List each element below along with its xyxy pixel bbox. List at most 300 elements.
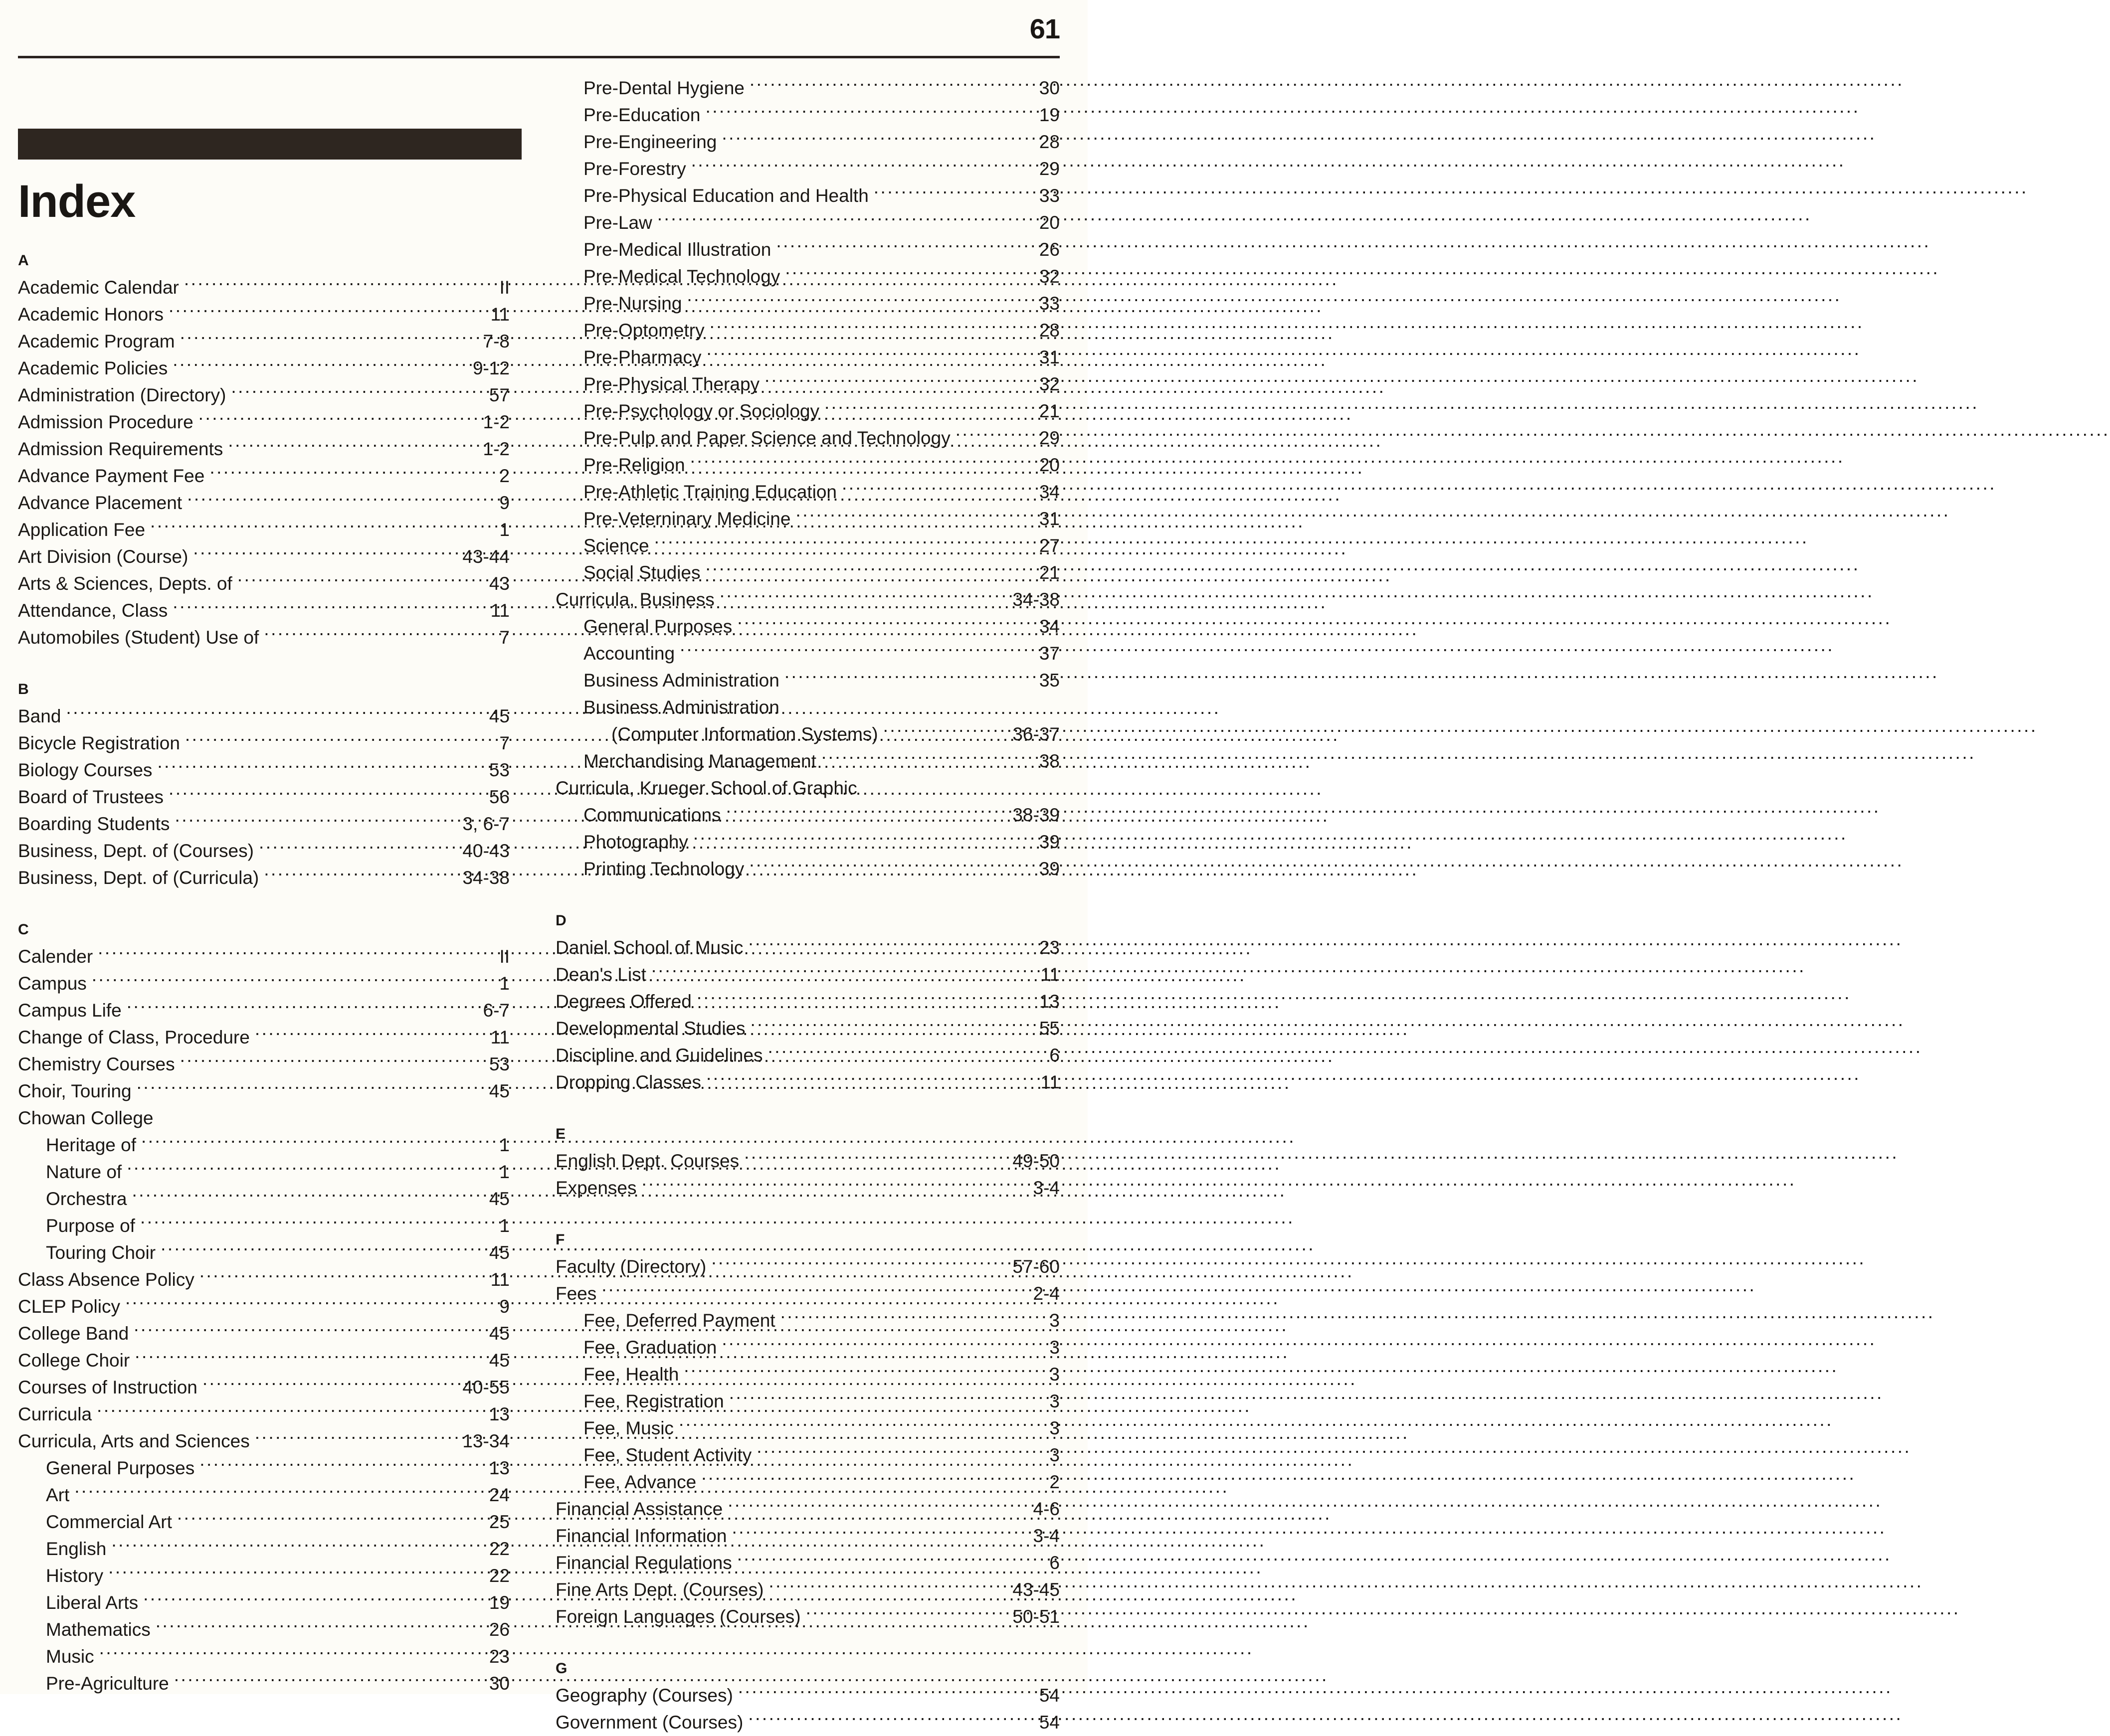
index-entry-page-number: 6-7 xyxy=(483,1000,510,1021)
dot-leader xyxy=(140,1215,496,1232)
dot-leader xyxy=(199,1457,486,1474)
index-entry-label-commercial-art: Commercial Art xyxy=(46,1512,172,1532)
index-entry-label-government-courses: Government (Courses) xyxy=(556,1712,744,1733)
index-entry xyxy=(556,1709,1060,1736)
index-entry-page-number: 9 xyxy=(499,1296,510,1317)
index-entry-page-number: 45 xyxy=(489,706,510,726)
index-entry-label-financial-assistance: Financial Assistance xyxy=(556,1499,723,1519)
dot-leader xyxy=(728,1498,1030,1515)
index-entry-label-campus: Campus xyxy=(18,973,87,994)
index-entry-page-number: 37 xyxy=(1039,643,1060,664)
index-title-block xyxy=(18,129,510,227)
index-entry-page-number: 3 xyxy=(1049,1445,1060,1465)
index-entry-label-business-administration: Business Administration xyxy=(583,670,779,691)
letter-heading-c: C xyxy=(18,921,29,938)
index-entry-label-pre-medical-illustration: Pre-Medical Illustration xyxy=(583,239,771,260)
letter-heading-b: B xyxy=(18,681,29,697)
index-entry-label-financial-information: Financial Information xyxy=(556,1526,727,1546)
index-entry-label-orchestra: Orchestra xyxy=(46,1189,127,1209)
dot-leader xyxy=(711,1256,1009,1273)
index-entry-page-number: 1 xyxy=(499,973,510,994)
dot-leader xyxy=(185,732,497,749)
index-entry-page-number: 45 xyxy=(489,1350,510,1371)
index-entry-page-number: 9 xyxy=(499,493,510,513)
index-entry-page-number: 22 xyxy=(489,1565,510,1586)
index-entry-label-curricula-krueger-school-of-graphic: Curricula, Krueger School of Graphic xyxy=(556,778,857,798)
index-entry-page-number: 23 xyxy=(1039,937,1060,958)
index-entry-label-daniel-school-of-music: Daniel School of Music xyxy=(556,937,744,958)
index-entry-label-band: Band xyxy=(18,706,61,726)
title-decoration-bar xyxy=(18,129,522,160)
index-entry-page-number: 2-4 xyxy=(1033,1283,1060,1304)
index-entry-page-number: 30 xyxy=(489,1673,510,1694)
dot-leader xyxy=(98,946,496,963)
dot-leader xyxy=(697,991,1036,1008)
index-entry-page-number: 45 xyxy=(489,1189,510,1209)
index-entry-page-number: 11 xyxy=(490,304,510,325)
index-entry-label-english: English xyxy=(46,1539,107,1559)
index-entry-page-number: 22 xyxy=(489,1539,510,1559)
index-entry-page-number: 28 xyxy=(1039,132,1060,152)
dot-leader xyxy=(127,1161,496,1178)
index-entry-page-number: 1 xyxy=(499,520,510,540)
index-entry-label-discipline-and-guidelines: Discipline and Guidelines xyxy=(556,1045,763,1065)
index-entry-page-number: 3 xyxy=(1049,1310,1060,1331)
index-entry-label-pre-nursing: Pre-Nursing xyxy=(583,293,682,314)
letter-heading-f: F xyxy=(556,1231,565,1248)
dot-leader xyxy=(750,77,1036,94)
index-entry-page-number: II xyxy=(499,946,510,967)
dot-leader xyxy=(691,158,1036,175)
dot-leader xyxy=(169,304,488,321)
index-entry-page-number: 29 xyxy=(1039,428,1060,448)
index-entry-label-purpose-of: Purpose of xyxy=(46,1215,135,1236)
index-entry-page-number: 57-60 xyxy=(1012,1256,1060,1277)
dot-leader xyxy=(738,1685,1036,1702)
dot-leader xyxy=(657,212,1036,229)
dot-leader xyxy=(66,705,486,722)
index-entry-page-number: 3-4 xyxy=(1033,1526,1060,1546)
dot-leader xyxy=(706,1071,1038,1088)
index-entry-label-history: History xyxy=(46,1565,104,1586)
dot-leader xyxy=(842,481,1036,498)
dot-leader xyxy=(729,1390,1047,1407)
index-entry-label-campus-life: Campus Life xyxy=(18,1000,122,1021)
index-entry-label-curricula-arts-and-sciences: Curricula, Arts and Sciences xyxy=(18,1431,250,1451)
dot-leader xyxy=(127,1000,480,1017)
index-entry-label-foreign-languages-courses: Foreign Languages (Courses) xyxy=(556,1606,801,1627)
index-entry-page-number: 31 xyxy=(1039,347,1060,367)
index-entry xyxy=(18,865,510,891)
dot-leader xyxy=(749,858,1036,875)
letter-heading-e: E xyxy=(556,1126,566,1142)
index-entry-label-pre-physical-education-and-health: Pre-Physical Education and Health xyxy=(583,185,869,206)
index-entry-page-number: 45 xyxy=(489,1323,510,1344)
index-entry-label-fee-advance: Fee, Advance xyxy=(583,1472,697,1492)
index-entry-label-degrees-offered: Degrees Offered xyxy=(556,991,692,1012)
index-entry-label-geography-courses: Geography (Courses) xyxy=(556,1685,733,1706)
dot-leader xyxy=(255,1430,460,1447)
index-entry-label-arts-sciences-depts-of: Arts & Sciences, Depts. of xyxy=(18,573,232,594)
dot-leader xyxy=(722,1337,1046,1354)
index-entry-page-number: 21 xyxy=(1039,562,1060,583)
index-entry-label-faculty-directory: Faculty (Directory) xyxy=(556,1256,707,1277)
dot-leader xyxy=(209,465,496,482)
index-entry-page-number: 53 xyxy=(489,760,510,780)
index-entry-label-fee-deferred-payment: Fee, Deferred Payment xyxy=(583,1310,775,1331)
index-entry-label-calender: Calender xyxy=(18,946,93,967)
index-entry-label-admission-requirements: Admission Requirements xyxy=(18,439,223,459)
index-entry-label-nature-of: Nature of xyxy=(46,1162,122,1182)
index-entry-page-number: 35 xyxy=(1039,670,1060,691)
page-number: 61 xyxy=(1029,13,1060,44)
dot-leader xyxy=(720,589,1010,606)
dot-leader xyxy=(737,616,1036,633)
dot-leader xyxy=(228,438,480,455)
index-entry-page-number: 43-44 xyxy=(462,546,510,567)
dot-leader xyxy=(135,1350,486,1367)
dot-leader xyxy=(97,1403,486,1420)
dot-leader xyxy=(780,1310,1047,1327)
dot-leader xyxy=(737,1552,1047,1569)
index-entry-label-business-dept-of-curricula: Business, Dept. of (Curricula) xyxy=(18,868,259,888)
index-entry xyxy=(18,1670,510,1697)
index-entry-page-number: 1-2 xyxy=(483,412,510,432)
dot-leader xyxy=(174,1673,486,1690)
index-entry-label-college-band: College Band xyxy=(18,1323,129,1344)
index-entry-page-number: 49-50 xyxy=(1012,1151,1060,1171)
index-entry-label-academic-honors: Academic Honors xyxy=(18,304,164,325)
index-entry-label-financial-regulations: Financial Regulations xyxy=(556,1553,732,1573)
index-entry-page-number: 1 xyxy=(499,1135,510,1155)
index-entry-label-pre-veterninary-medicine: Pre-Veterninary Medicine xyxy=(583,509,791,529)
dot-leader xyxy=(202,1377,459,1393)
index-entry-label-pre-psychology-or-sociology: Pre-Psychology or Sociology xyxy=(583,401,819,421)
index-entry-label-boarding-students: Boarding Students xyxy=(18,814,170,834)
index-entry-page-number: 19 xyxy=(489,1592,510,1613)
index-entry-label-pre-medical-technology: Pre-Medical Technology xyxy=(583,266,780,287)
index-entry-label-photography: Photography xyxy=(583,832,688,852)
index-entry-label-mathematics: Mathematics xyxy=(46,1619,151,1640)
dot-leader xyxy=(264,867,459,884)
index-entry-label-application-fee: Application Fee xyxy=(18,520,146,540)
index-entry-label-art: Art xyxy=(46,1485,70,1505)
dot-leader xyxy=(157,759,486,776)
dot-leader xyxy=(776,239,1036,256)
dot-leader xyxy=(175,813,459,830)
index-entry-page-number: 39 xyxy=(1039,859,1060,879)
dot-leader xyxy=(732,1525,1030,1542)
dot-leader xyxy=(125,1296,496,1313)
index-entry-label-automobiles-student-use-of: Automobiles (Student) Use of xyxy=(18,627,259,648)
index-entry-page-number: 1-2 xyxy=(483,439,510,459)
dot-leader xyxy=(255,1027,488,1043)
dot-leader xyxy=(710,320,1036,337)
header-rule xyxy=(18,56,1060,58)
index-entry-label-pre-pharmacy: Pre-Pharmacy xyxy=(583,347,702,367)
index-entry-label-accounting: Accounting xyxy=(583,643,675,664)
dot-leader xyxy=(785,266,1036,283)
index-entry-page-number: 13-34 xyxy=(462,1431,510,1451)
dot-leader xyxy=(143,1592,486,1609)
index-entry-label-pre-physical-therapy: Pre-Physical Therapy xyxy=(583,374,760,394)
index-entry-page-number: 13 xyxy=(489,1404,510,1424)
dot-leader xyxy=(187,492,496,509)
index-entry-page-number: 32 xyxy=(1039,266,1060,287)
index-entry-page-number: 50-51 xyxy=(1012,1606,1060,1627)
index-entry-page-number: 30 xyxy=(1039,78,1060,98)
index-entry-page-number: 32 xyxy=(1039,374,1060,394)
index-entry-label-general-purposes: General Purposes xyxy=(46,1458,195,1478)
dot-leader xyxy=(231,384,486,401)
index-entry-page-number: 7 xyxy=(499,627,510,648)
dot-leader xyxy=(744,1150,1009,1167)
dot-leader xyxy=(748,937,1036,954)
index-entry-label-science: Science xyxy=(583,535,649,556)
dot-leader xyxy=(726,804,1010,821)
index-entry-label-pre-pulp-and-paper-science-and-technology: Pre-Pulp and Paper Science and Technology xyxy=(583,428,951,448)
dot-leader xyxy=(748,1712,1036,1729)
index-entry-page-number: 45 xyxy=(489,1081,510,1101)
index-entry-label-pre-religion: Pre-Religion xyxy=(583,455,685,475)
dot-leader xyxy=(92,973,497,990)
dot-leader xyxy=(601,1283,1030,1300)
index-entry-page-number: 55 xyxy=(1039,1018,1060,1039)
index-entry-label-pre-dental-hygiene: Pre-Dental Hygiene xyxy=(583,78,745,98)
index-entry-label-merchandising-management: Merchandising Management xyxy=(583,751,816,771)
dot-leader xyxy=(137,1080,486,1097)
index-entry-label-clep-policy: CLEP Policy xyxy=(18,1296,120,1317)
dot-leader xyxy=(198,411,480,428)
index-entry-page-number: 57 xyxy=(489,385,510,405)
index-entry-label-fee-health: Fee, Health xyxy=(583,1364,679,1385)
dot-leader xyxy=(169,786,486,803)
index-entry-page-number: 53 xyxy=(489,1054,510,1074)
dot-leader xyxy=(134,1323,486,1340)
index-entry-page-number: 34-38 xyxy=(462,868,510,888)
index-entry-label-fees: Fees xyxy=(556,1283,597,1304)
index-entry-page-number: 3-4 xyxy=(1033,1178,1060,1198)
index-entry-page-number: 3, 6-7 xyxy=(462,814,510,834)
dot-leader xyxy=(173,357,470,374)
dot-leader xyxy=(705,104,1036,121)
index-entry-label-business-dept-of-courses: Business, Dept. of (Courses) xyxy=(18,841,254,861)
dot-leader xyxy=(680,643,1036,660)
index-entry-label-fee-student-activity: Fee, Student Activity xyxy=(583,1445,752,1465)
index-entry-page-number: 54 xyxy=(1039,1685,1060,1706)
index-entry-page-number: 29 xyxy=(1039,159,1060,179)
index-entry-page-number: 2 xyxy=(1049,1472,1060,1492)
index-entry-label-bicycle-registration: Bicycle Registration xyxy=(18,733,180,753)
index-entry-page-number: 11 xyxy=(1040,1072,1060,1092)
dot-leader xyxy=(757,1444,1046,1461)
index-entry-page-number: 3 xyxy=(1049,1364,1060,1385)
index-entry-label-dean-s-list: Dean's List xyxy=(556,964,646,985)
dot-leader xyxy=(74,1484,486,1501)
dot-leader xyxy=(132,1188,486,1205)
index-entry-label-biology-courses: Biology Courses xyxy=(18,760,153,780)
dot-leader xyxy=(701,1471,1046,1488)
dot-leader xyxy=(264,627,496,644)
index-entry-label-dropping-classes: Dropping Classes xyxy=(556,1072,702,1092)
index-entry-label-pre-law: Pre-Law xyxy=(583,212,652,233)
index-entry-label-academic-policies: Academic Policies xyxy=(18,358,168,378)
index-entry-page-number: 19 xyxy=(1039,105,1060,125)
dot-leader xyxy=(180,1053,486,1070)
index-entry-label-college-choir: College Choir xyxy=(18,1350,130,1371)
index-entry-label-administration-directory: Administration (Directory) xyxy=(18,385,226,405)
dot-leader xyxy=(768,1579,1009,1596)
index-entry-page-number: 21 xyxy=(1039,401,1060,421)
index-entry-page-number: 11 xyxy=(1040,964,1060,985)
index-entry-page-number: 34-38 xyxy=(1012,589,1060,610)
dot-leader xyxy=(693,831,1036,848)
index-entry-label-courses-of-instruction: Courses of Instruction xyxy=(18,1377,197,1397)
index-entry xyxy=(18,1078,510,1105)
index-entry-page-number: 31 xyxy=(1039,509,1060,529)
letter-heading-d: D xyxy=(556,912,567,929)
dot-leader xyxy=(642,1177,1030,1194)
index-entry-label-curricula: Curricula xyxy=(18,1404,92,1424)
index-entry-page-number: 40-55 xyxy=(462,1377,510,1397)
dot-leader xyxy=(706,347,1036,363)
index-entry-page-number: 45 xyxy=(489,1242,510,1263)
index-entry-page-number: 34 xyxy=(1039,616,1060,637)
index-entry-label-touring-choir: Touring Choir xyxy=(46,1242,156,1263)
dot-leader xyxy=(259,840,459,857)
index-entry-label-music: Music xyxy=(46,1646,94,1667)
index-entry-page-number: 24 xyxy=(489,1485,510,1505)
letter-heading-a: A xyxy=(18,252,29,269)
index-entry-label-academic-program: Academic Program xyxy=(18,331,175,351)
index-entry-page-number: 23 xyxy=(489,1646,510,1667)
index-entry-label-communications: Communications xyxy=(583,805,721,825)
index-entry-page-number: 40-43 xyxy=(462,841,510,861)
index-entry-page-number: 34 xyxy=(1039,482,1060,502)
dot-leader xyxy=(806,1606,1010,1623)
index-entry-label-chowan-college: Chowan College xyxy=(18,1108,154,1128)
index-entry-page-number: 2 xyxy=(499,466,510,486)
dot-leader xyxy=(651,964,1038,981)
index-entry-page-number: 7 xyxy=(499,733,510,753)
index-entry-label-academic-calendar: Academic Calendar xyxy=(18,277,179,298)
index-entry-page-number: 20 xyxy=(1039,455,1060,475)
index-entry-label-advance-placement: Advance Placement xyxy=(18,493,183,513)
index-entry-page-number: 11 xyxy=(490,600,510,621)
index-entry-page-number: 33 xyxy=(1039,293,1060,314)
index-entry-label-pre-agriculture: Pre-Agriculture xyxy=(46,1673,169,1694)
index-entry-label-fee-registration: Fee, Registration xyxy=(583,1391,724,1411)
index-column-left xyxy=(0,75,544,1736)
index-entry-page-number: 26 xyxy=(489,1619,510,1640)
index-entry-label-board-of-trustees: Board of Trustees xyxy=(18,787,164,807)
dot-leader xyxy=(722,131,1036,148)
index-entry-label-business-administration: Business Administration xyxy=(583,697,779,717)
index-entry-page-number: 7-8 xyxy=(483,331,510,351)
index-entry-label-fine-arts-dept-courses: Fine Arts Dept. (Courses) xyxy=(556,1579,764,1600)
index-entry-label-computer-information-systems: (Computer Information Systems) xyxy=(611,724,878,744)
dot-leader xyxy=(141,1134,496,1151)
index-entry-page-number: 3 xyxy=(1049,1391,1060,1411)
letter-heading-g: G xyxy=(556,1660,568,1677)
dot-leader xyxy=(193,546,459,563)
index-entry-page-number: 3 xyxy=(1049,1337,1060,1358)
index-entry-page-number: 9-12 xyxy=(472,358,510,378)
index-entry-label-fee-graduation: Fee, Graduation xyxy=(583,1337,717,1358)
index-entry-page-number: 28 xyxy=(1039,320,1060,341)
index-entry-page-number: 11 xyxy=(490,1269,510,1290)
index-columns xyxy=(0,75,1088,1736)
dot-leader xyxy=(199,1269,488,1286)
index-entry-label-printing-technology: Printing Technology xyxy=(583,859,745,879)
index-entry-page-number: 43 xyxy=(489,573,510,594)
index-entry-label-attendance-class: Attendance, Class xyxy=(18,600,168,621)
index-entry xyxy=(18,624,510,651)
dot-leader xyxy=(690,454,1036,471)
index-entry-label-pre-engineering: Pre-Engineering xyxy=(583,132,717,152)
index-entry-label-advance-payment-fee: Advance Payment Fee xyxy=(18,466,205,486)
index-entry-page-number: 25 xyxy=(489,1512,510,1532)
dot-leader xyxy=(765,373,1036,390)
dot-leader xyxy=(111,1538,486,1555)
dot-leader xyxy=(99,1646,486,1663)
dot-leader xyxy=(956,427,1036,444)
dot-leader xyxy=(874,185,1036,202)
index-entry-label-expenses: Expenses xyxy=(556,1178,637,1198)
index-entry-label-pre-optometry: Pre-Optometry xyxy=(583,320,705,341)
index-entry-page-number: 13 xyxy=(1039,991,1060,1012)
index-entry-page-number: 3 xyxy=(1049,1418,1060,1438)
dot-leader xyxy=(784,670,1036,687)
index-entry-label-pre-forestry: Pre-Forestry xyxy=(583,159,686,179)
index-entry-page-number: 11 xyxy=(490,1027,510,1047)
index-entry-page-number: 56 xyxy=(489,787,510,807)
dot-leader xyxy=(161,1242,486,1259)
dot-leader xyxy=(156,1619,486,1636)
index-entry-label-change-of-class-procedure: Change of Class, Procedure xyxy=(18,1027,250,1047)
dot-leader xyxy=(824,400,1036,417)
index-entry-page-number: 20 xyxy=(1039,212,1060,233)
dot-leader xyxy=(684,1364,1046,1381)
index-entry-label-heritage-of: Heritage of xyxy=(46,1135,136,1155)
index-entry-label-admission-procedure: Admission Procedure xyxy=(18,412,193,432)
index-entry-page-number: 1 xyxy=(499,1162,510,1182)
index-entry-page-number: 4-6 xyxy=(1033,1499,1060,1519)
index-entry-page-number: 36-37 xyxy=(1012,724,1060,744)
index-entry-page-number: 6 xyxy=(1049,1045,1060,1065)
dot-leader xyxy=(705,562,1036,579)
dot-leader xyxy=(821,750,1036,767)
dot-leader xyxy=(150,519,496,536)
index-entry-label-pre-education: Pre-Education xyxy=(583,105,701,125)
index-entry-label-class-absence-policy: Class Absence Policy xyxy=(18,1269,194,1290)
index-entry-page-number: 1 xyxy=(499,1215,510,1236)
index-entry-label-art-division-course: Art Division (Course) xyxy=(18,546,189,567)
index-entry-page-number: II xyxy=(499,277,510,298)
dot-leader xyxy=(237,573,486,590)
index-entry-page-number: 43-45 xyxy=(1012,1579,1060,1600)
dot-leader xyxy=(795,508,1036,525)
dot-leader xyxy=(751,1018,1036,1035)
index-entry xyxy=(556,667,1060,694)
dot-leader xyxy=(173,600,487,617)
index-entry-label-choir-touring: Choir, Touring xyxy=(18,1081,132,1101)
dot-leader xyxy=(679,1417,1046,1434)
index-entry-page-number: 27 xyxy=(1039,535,1060,556)
dot-leader xyxy=(180,331,480,347)
index-entry-page-number: 26 xyxy=(1039,239,1060,260)
index-entry-label-curricula-business: Curricula, Business xyxy=(556,589,715,610)
